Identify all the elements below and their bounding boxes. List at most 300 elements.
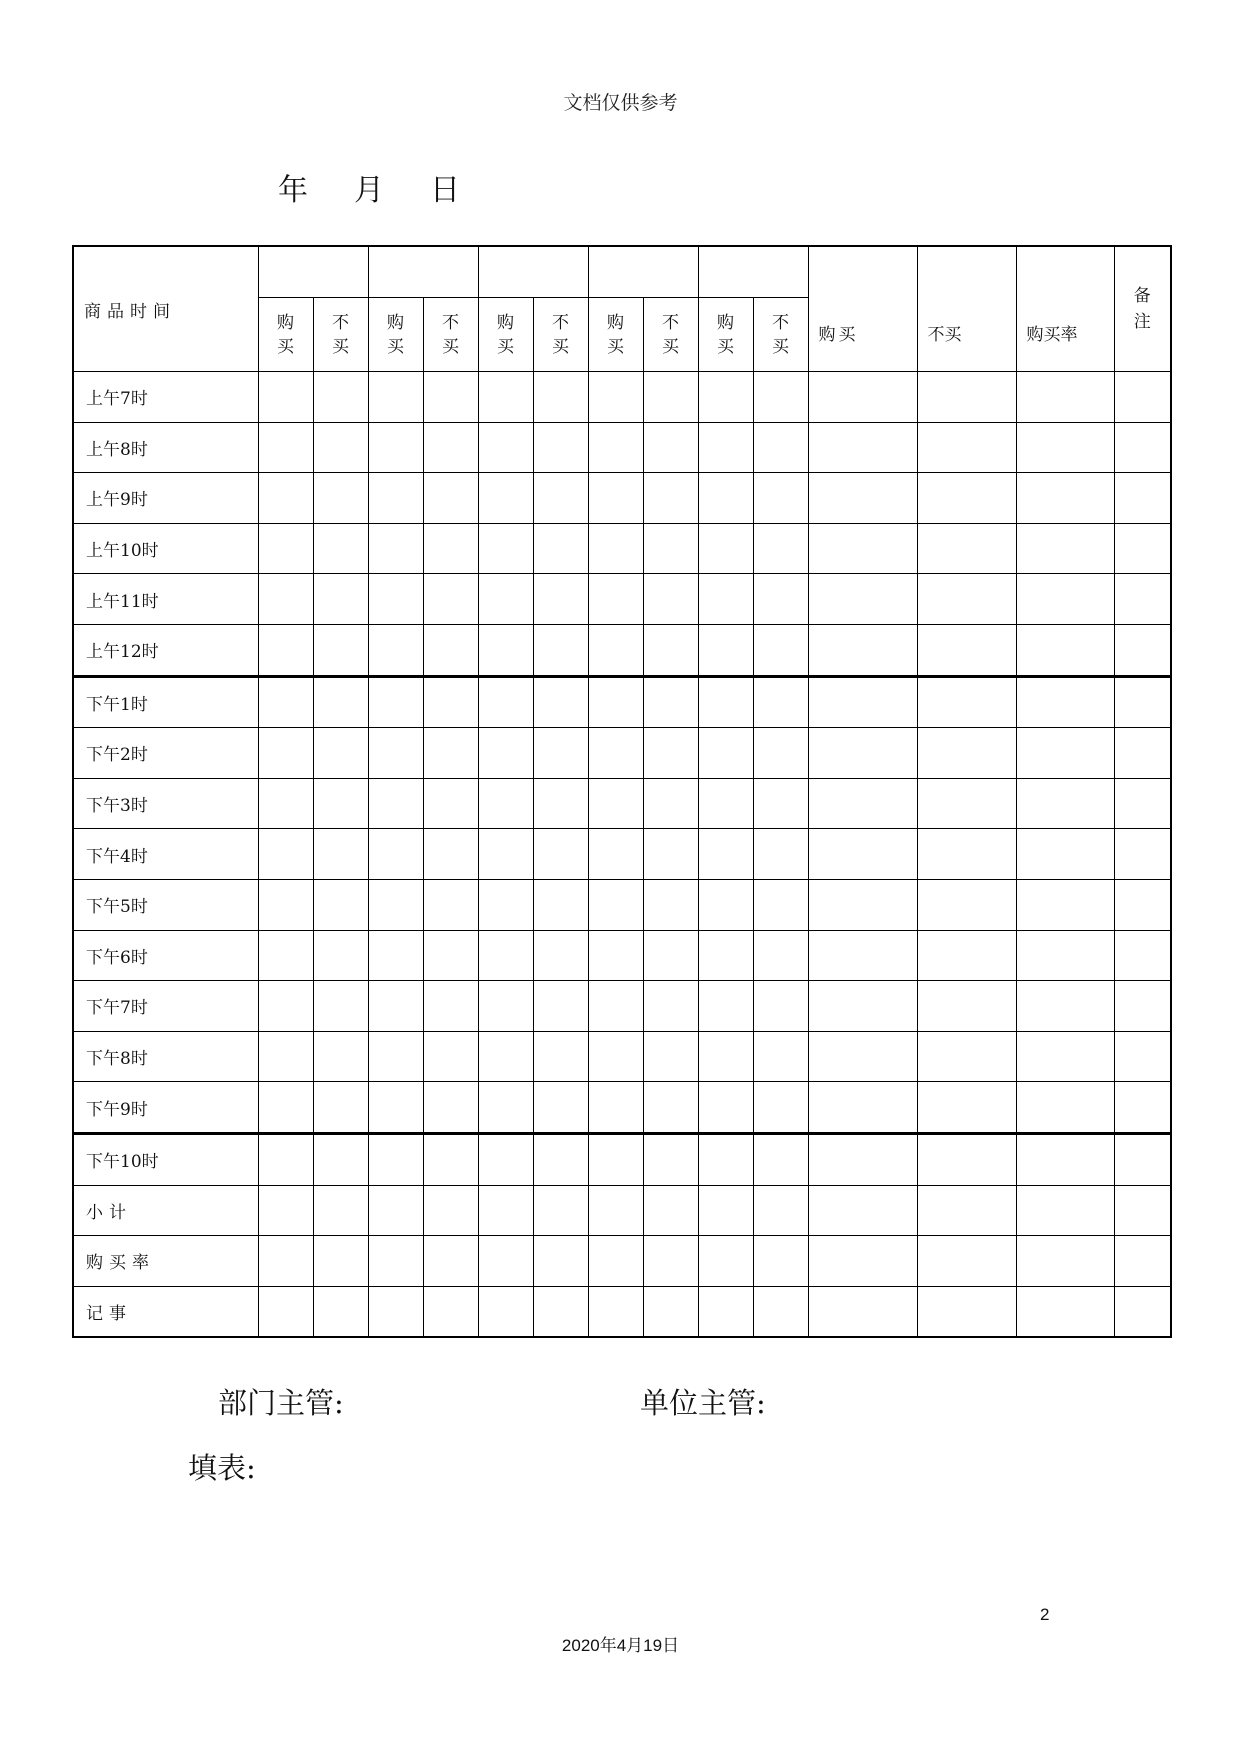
entry-cell[interactable] — [368, 574, 423, 625]
entry-cell[interactable] — [588, 473, 643, 524]
entry-cell[interactable] — [753, 778, 808, 829]
table-row — [73, 778, 1171, 829]
entry-cell[interactable] — [423, 1082, 478, 1134]
entry-cell[interactable] — [588, 1133, 643, 1185]
table-row — [73, 981, 1171, 1032]
nobuy-subheader-line1: 不 — [552, 312, 569, 333]
entry-cell[interactable] — [533, 1185, 588, 1236]
entry-cell[interactable] — [478, 624, 533, 676]
entry-cell[interactable] — [368, 473, 423, 524]
entry-cell[interactable] — [368, 1286, 423, 1337]
entry-cell[interactable] — [313, 422, 368, 473]
entry-cell[interactable] — [753, 372, 808, 423]
entry-cell[interactable] — [258, 981, 313, 1032]
table-row — [73, 930, 1171, 981]
entry-cell[interactable] — [808, 879, 917, 930]
entry-cell[interactable] — [698, 473, 753, 524]
entry-cell[interactable] — [753, 1236, 808, 1287]
entry-cell[interactable] — [423, 1236, 478, 1287]
entry-cell[interactable] — [808, 422, 917, 473]
entry-cell[interactable] — [313, 981, 368, 1032]
entry-cell[interactable] — [258, 473, 313, 524]
entry-cell[interactable] — [423, 981, 478, 1032]
entry-cell[interactable] — [698, 574, 753, 625]
entry-cell[interactable] — [313, 1236, 368, 1287]
entry-cell[interactable] — [258, 1286, 313, 1337]
entry-cell[interactable] — [917, 1236, 1016, 1287]
entry-cell[interactable] — [588, 523, 643, 574]
entry-cell[interactable] — [808, 1286, 917, 1337]
row-label: 下午1时 — [73, 676, 258, 728]
entry-cell[interactable] — [643, 1133, 698, 1185]
entry-cell[interactable] — [588, 981, 643, 1032]
entry-cell[interactable] — [753, 1133, 808, 1185]
footer-date: 2020年4月19日 — [561, 1636, 680, 1655]
entry-cell[interactable] — [313, 1133, 368, 1185]
entry-cell[interactable] — [478, 879, 533, 930]
entry-cell[interactable] — [533, 930, 588, 981]
entry-cell[interactable] — [917, 1286, 1016, 1337]
entry-cell[interactable] — [1016, 523, 1114, 574]
entry-cell[interactable] — [1016, 473, 1114, 524]
entry-cell[interactable] — [917, 829, 1016, 880]
entry-cell[interactable] — [258, 523, 313, 574]
entry-cell[interactable] — [478, 829, 533, 880]
entry-cell[interactable] — [533, 1133, 588, 1185]
entry-cell[interactable] — [313, 879, 368, 930]
entry-cell[interactable] — [1114, 372, 1171, 423]
buy-subheader — [698, 298, 753, 372]
nobuy-subheader — [533, 298, 588, 372]
entry-cell[interactable] — [1016, 728, 1114, 779]
entry-cell[interactable] — [258, 624, 313, 676]
entry-cell[interactable] — [698, 1236, 753, 1287]
entry-cell[interactable] — [808, 930, 917, 981]
entry-cell[interactable] — [588, 574, 643, 625]
row-label: 下午10时 — [73, 1133, 258, 1185]
entry-cell[interactable] — [423, 778, 478, 829]
buy-subheader-line1: 购 — [717, 312, 734, 333]
entry-cell[interactable] — [478, 473, 533, 524]
entry-cell[interactable] — [368, 1031, 423, 1082]
entry-cell[interactable] — [313, 1185, 368, 1236]
entry-cell[interactable] — [368, 1082, 423, 1134]
entry-cell[interactable] — [917, 930, 1016, 981]
entry-cell[interactable] — [423, 728, 478, 779]
entry-cell[interactable] — [698, 1286, 753, 1337]
entry-cell[interactable] — [478, 728, 533, 779]
corner-label: 商品时间 — [73, 246, 258, 372]
entry-cell[interactable] — [258, 676, 313, 728]
entry-cell[interactable] — [533, 728, 588, 779]
entry-cell[interactable] — [698, 624, 753, 676]
entry-cell[interactable] — [753, 523, 808, 574]
entry-cell[interactable] — [423, 473, 478, 524]
entry-cell[interactable] — [258, 879, 313, 930]
entry-cell[interactable] — [258, 574, 313, 625]
entry-cell[interactable] — [643, 574, 698, 625]
entry-cell[interactable] — [588, 829, 643, 880]
entry-cell[interactable] — [423, 1286, 478, 1337]
entry-cell[interactable] — [808, 981, 917, 1032]
entry-cell[interactable] — [258, 930, 313, 981]
entry-cell[interactable] — [588, 1031, 643, 1082]
product-name-cell[interactable] — [258, 246, 368, 298]
entry-cell[interactable] — [808, 1082, 917, 1134]
nobuy-subheader-line2: 买 — [772, 336, 789, 357]
entry-cell[interactable] — [917, 624, 1016, 676]
entry-cell[interactable] — [1016, 1236, 1114, 1287]
entry-cell[interactable] — [1114, 1082, 1171, 1134]
entry-cell[interactable] — [313, 829, 368, 880]
entry-cell[interactable] — [588, 422, 643, 473]
table-row — [73, 879, 1171, 930]
entry-cell[interactable] — [1114, 1185, 1171, 1236]
entry-cell[interactable] — [368, 829, 423, 880]
entry-cell[interactable] — [643, 879, 698, 930]
product-name-cell[interactable] — [368, 246, 478, 298]
entry-cell[interactable] — [258, 728, 313, 779]
entry-cell[interactable] — [753, 728, 808, 779]
entry-cell[interactable] — [643, 778, 698, 829]
nobuy-subheader — [423, 298, 478, 372]
entry-cell[interactable] — [588, 1185, 643, 1236]
entry-cell[interactable] — [258, 1082, 313, 1134]
entry-cell[interactable] — [753, 624, 808, 676]
table-row — [73, 1031, 1171, 1082]
entry-cell[interactable] — [478, 1133, 533, 1185]
entry-cell[interactable] — [258, 372, 313, 423]
product-name-cell[interactable] — [588, 246, 698, 298]
table-row — [73, 372, 1171, 423]
entry-cell[interactable] — [753, 981, 808, 1032]
entry-cell[interactable] — [1016, 1031, 1114, 1082]
entry-cell[interactable] — [1016, 1133, 1114, 1185]
entry-cell[interactable] — [258, 422, 313, 473]
entry-cell[interactable] — [258, 1133, 313, 1185]
entry-cell[interactable] — [808, 523, 917, 574]
entry-cell[interactable] — [1016, 422, 1114, 473]
entry-cell[interactable] — [313, 473, 368, 524]
entry-cell[interactable] — [588, 778, 643, 829]
entry-cell[interactable] — [1114, 422, 1171, 473]
entry-cell[interactable] — [917, 676, 1016, 728]
remark-header — [1114, 246, 1171, 372]
entry-cell[interactable] — [423, 1185, 478, 1236]
entry-cell[interactable] — [478, 676, 533, 728]
entry-cell[interactable] — [698, 829, 753, 880]
entry-cell[interactable] — [917, 1133, 1016, 1185]
entry-cell[interactable] — [368, 778, 423, 829]
row-label: 下午7时 — [73, 981, 258, 1032]
entry-cell[interactable] — [1114, 778, 1171, 829]
entry-cell[interactable] — [917, 1082, 1016, 1134]
entry-cell[interactable] — [478, 1082, 533, 1134]
entry-cell[interactable] — [1114, 1031, 1171, 1082]
buy-subheader — [258, 298, 313, 372]
entry-cell[interactable] — [423, 829, 478, 880]
entry-cell[interactable] — [368, 523, 423, 574]
entry-cell[interactable] — [808, 676, 917, 728]
entry-cell[interactable] — [1016, 1185, 1114, 1236]
entry-cell[interactable] — [423, 1031, 478, 1082]
entry-cell[interactable] — [753, 473, 808, 524]
entry-cell[interactable] — [368, 1236, 423, 1287]
entry-cell[interactable] — [478, 372, 533, 423]
entry-cell[interactable] — [698, 930, 753, 981]
entry-cell[interactable] — [1016, 1286, 1114, 1337]
entry-cell[interactable] — [258, 1185, 313, 1236]
entry-cell[interactable] — [698, 372, 753, 423]
entry-cell[interactable] — [313, 624, 368, 676]
entry-cell[interactable] — [533, 676, 588, 728]
entry-cell[interactable] — [478, 930, 533, 981]
table-row — [73, 1286, 1171, 1337]
entry-cell[interactable] — [643, 930, 698, 981]
entry-cell[interactable] — [1114, 523, 1171, 574]
entry-cell[interactable] — [917, 574, 1016, 625]
entry-cell[interactable] — [533, 981, 588, 1032]
entry-cell[interactable] — [643, 728, 698, 779]
entry-cell[interactable] — [478, 574, 533, 625]
entry-cell[interactable] — [643, 676, 698, 728]
entry-cell[interactable] — [423, 574, 478, 625]
entry-cell[interactable] — [1016, 372, 1114, 423]
entry-cell[interactable] — [533, 422, 588, 473]
entry-cell[interactable] — [423, 372, 478, 423]
entry-cell[interactable] — [533, 829, 588, 880]
entry-cell[interactable] — [753, 930, 808, 981]
entry-cell[interactable] — [698, 422, 753, 473]
entry-cell[interactable] — [643, 829, 698, 880]
entry-cell[interactable] — [478, 778, 533, 829]
entry-cell[interactable] — [643, 624, 698, 676]
entry-cell[interactable] — [313, 778, 368, 829]
entry-cell[interactable] — [1114, 1236, 1171, 1287]
entry-cell[interactable] — [1016, 624, 1114, 676]
entry-cell[interactable] — [698, 728, 753, 779]
entry-cell[interactable] — [917, 372, 1016, 423]
entry-cell[interactable] — [423, 1133, 478, 1185]
entry-cell[interactable] — [313, 523, 368, 574]
entry-cell[interactable] — [478, 422, 533, 473]
entry-cell[interactable] — [1114, 829, 1171, 880]
entry-cell[interactable] — [368, 981, 423, 1032]
entry-cell[interactable] — [917, 728, 1016, 779]
entry-cell[interactable] — [1114, 473, 1171, 524]
entry-cell[interactable] — [753, 1082, 808, 1134]
entry-cell[interactable] — [258, 778, 313, 829]
entry-cell[interactable] — [808, 473, 917, 524]
entry-cell[interactable] — [588, 879, 643, 930]
entry-cell[interactable] — [313, 676, 368, 728]
entry-cell[interactable] — [1016, 981, 1114, 1032]
entry-cell[interactable] — [753, 1031, 808, 1082]
entry-cell[interactable] — [753, 1286, 808, 1337]
entry-cell[interactable] — [808, 1031, 917, 1082]
product-name-cell[interactable] — [478, 246, 588, 298]
entry-cell[interactable] — [313, 1286, 368, 1337]
entry-cell[interactable] — [753, 676, 808, 728]
entry-cell[interactable] — [588, 1082, 643, 1134]
entry-cell[interactable] — [423, 422, 478, 473]
entry-cell[interactable] — [698, 1031, 753, 1082]
entry-cell[interactable] — [808, 1236, 917, 1287]
entry-cell[interactable] — [588, 930, 643, 981]
entry-cell[interactable] — [698, 523, 753, 574]
entry-cell[interactable] — [533, 1082, 588, 1134]
entry-cell[interactable] — [588, 676, 643, 728]
entry-cell[interactable] — [368, 728, 423, 779]
entry-cell[interactable] — [1114, 676, 1171, 728]
entry-cell[interactable] — [1114, 624, 1171, 676]
entry-cell[interactable] — [533, 1031, 588, 1082]
entry-cell[interactable] — [313, 728, 368, 779]
entry-cell[interactable] — [1114, 574, 1171, 625]
entry-cell[interactable] — [368, 1185, 423, 1236]
entry-cell[interactable] — [917, 422, 1016, 473]
entry-cell[interactable] — [1114, 879, 1171, 930]
entry-cell[interactable] — [917, 1031, 1016, 1082]
entry-cell[interactable] — [533, 372, 588, 423]
entry-cell[interactable] — [533, 1236, 588, 1287]
row-label: 上午8时 — [73, 422, 258, 473]
entry-cell[interactable] — [917, 523, 1016, 574]
entry-cell[interactable] — [423, 624, 478, 676]
entry-cell[interactable] — [643, 523, 698, 574]
entry-cell[interactable] — [753, 1185, 808, 1236]
entry-cell[interactable] — [533, 473, 588, 524]
entry-cell[interactable] — [1114, 1133, 1171, 1185]
entry-cell[interactable] — [698, 676, 753, 728]
entry-cell[interactable] — [917, 473, 1016, 524]
entry-cell[interactable] — [643, 1286, 698, 1337]
date-month-label: 月 — [354, 173, 384, 208]
entry-cell[interactable] — [643, 473, 698, 524]
entry-cell[interactable] — [808, 1133, 917, 1185]
entry-cell[interactable] — [368, 422, 423, 473]
table-row — [73, 1082, 1171, 1134]
entry-cell[interactable] — [698, 1185, 753, 1236]
row-label: 上午9时 — [73, 473, 258, 524]
entry-cell[interactable] — [478, 981, 533, 1032]
entry-cell[interactable] — [533, 574, 588, 625]
entry-cell[interactable] — [1016, 778, 1114, 829]
product-name-cell[interactable] — [698, 246, 808, 298]
entry-cell[interactable] — [478, 1185, 533, 1236]
entry-cell[interactable] — [753, 829, 808, 880]
entry-cell[interactable] — [313, 574, 368, 625]
entry-cell[interactable] — [478, 1286, 533, 1337]
entry-cell[interactable] — [478, 1236, 533, 1287]
entry-cell[interactable] — [423, 676, 478, 728]
entry-cell[interactable] — [917, 879, 1016, 930]
entry-cell[interactable] — [698, 879, 753, 930]
entry-cell[interactable] — [1016, 574, 1114, 625]
entry-cell[interactable] — [698, 1133, 753, 1185]
entry-cell[interactable] — [368, 624, 423, 676]
entry-cell[interactable] — [1016, 829, 1114, 880]
entry-cell[interactable] — [1114, 1286, 1171, 1337]
entry-cell[interactable] — [643, 1082, 698, 1134]
entry-cell[interactable] — [643, 1031, 698, 1082]
entry-cell[interactable] — [313, 930, 368, 981]
table-row — [73, 624, 1171, 676]
entry-cell[interactable] — [368, 372, 423, 423]
entry-cell[interactable] — [1016, 930, 1114, 981]
entry-cell[interactable] — [588, 1236, 643, 1287]
entry-cell[interactable] — [753, 879, 808, 930]
entry-cell[interactable] — [533, 624, 588, 676]
entry-cell[interactable] — [698, 1082, 753, 1134]
entry-cell[interactable] — [313, 372, 368, 423]
entry-cell[interactable] — [533, 1286, 588, 1337]
entry-cell[interactable] — [533, 778, 588, 829]
entry-cell[interactable] — [588, 1286, 643, 1337]
entry-cell[interactable] — [588, 372, 643, 423]
entry-cell[interactable] — [1114, 728, 1171, 779]
entry-cell[interactable] — [643, 1236, 698, 1287]
entry-cell[interactable] — [258, 829, 313, 880]
entry-cell[interactable] — [808, 778, 917, 829]
entry-cell[interactable] — [1016, 1082, 1114, 1134]
entry-cell[interactable] — [1114, 930, 1171, 981]
entry-cell[interactable] — [368, 676, 423, 728]
entry-cell[interactable] — [423, 879, 478, 930]
entry-cell[interactable] — [1114, 981, 1171, 1032]
entry-cell[interactable] — [368, 879, 423, 930]
entry-cell[interactable] — [258, 1236, 313, 1287]
entry-cell[interactable] — [313, 1082, 368, 1134]
entry-cell[interactable] — [258, 1031, 313, 1082]
entry-cell[interactable] — [533, 523, 588, 574]
entry-cell[interactable] — [753, 574, 808, 625]
entry-cell[interactable] — [808, 372, 917, 423]
entry-cell[interactable] — [917, 778, 1016, 829]
entry-cell[interactable] — [313, 1031, 368, 1082]
entry-cell[interactable] — [643, 1185, 698, 1236]
entry-cell[interactable] — [808, 1185, 917, 1236]
buy-subheader-line2: 买 — [717, 336, 734, 357]
entry-cell[interactable] — [1016, 676, 1114, 728]
entry-cell[interactable] — [643, 372, 698, 423]
entry-cell[interactable] — [698, 981, 753, 1032]
entry-cell[interactable] — [423, 523, 478, 574]
nobuy-subheader-line1: 不 — [332, 312, 349, 333]
entry-cell[interactable] — [917, 1185, 1016, 1236]
entry-cell[interactable] — [533, 879, 588, 930]
entry-cell[interactable] — [478, 523, 533, 574]
entry-cell[interactable] — [808, 624, 917, 676]
entry-cell[interactable] — [368, 930, 423, 981]
entry-cell[interactable] — [588, 728, 643, 779]
row-label: 上午7时 — [73, 372, 258, 423]
entry-cell[interactable] — [588, 624, 643, 676]
entry-cell[interactable] — [1016, 879, 1114, 930]
entry-cell[interactable] — [917, 981, 1016, 1032]
entry-cell[interactable] — [368, 1133, 423, 1185]
entry-cell[interactable] — [808, 574, 917, 625]
entry-cell[interactable] — [423, 930, 478, 981]
entry-cell[interactable] — [808, 829, 917, 880]
entry-cell[interactable] — [643, 422, 698, 473]
entry-cell[interactable] — [478, 1031, 533, 1082]
entry-cell[interactable] — [753, 422, 808, 473]
entry-cell[interactable] — [698, 778, 753, 829]
page-number: 2 — [1040, 1605, 1050, 1624]
entry-cell[interactable] — [808, 728, 917, 779]
entry-cell[interactable] — [643, 981, 698, 1032]
